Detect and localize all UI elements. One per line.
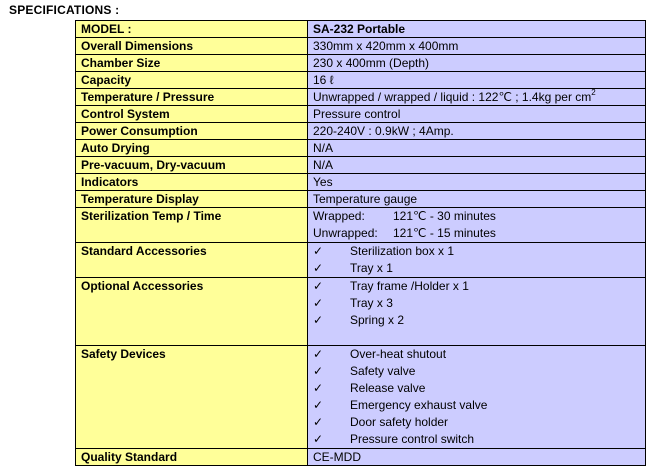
spec-value: Pressure control (308, 106, 646, 123)
spec-label: Indicators (76, 174, 308, 191)
spec-value: 16 ℓ (308, 72, 646, 89)
list-item (313, 295, 645, 312)
list-item-label: Tray frame /Holder x 1 (350, 279, 469, 293)
table-row (76, 21, 646, 38)
spec-value: Temperature gauge (308, 191, 646, 208)
list-item-label: Pressure control switch (350, 432, 475, 446)
table-row (76, 55, 646, 72)
list-item (313, 346, 645, 363)
check-icon: ✓ (313, 244, 324, 258)
check-icon: ✓ (313, 432, 324, 446)
list-item (313, 414, 645, 431)
spec-label: Temperature Display (76, 191, 308, 208)
spec-value: CE-MDD (308, 449, 646, 466)
list-item (313, 260, 645, 277)
check-icon: ✓ (313, 347, 324, 361)
check-icon: ✓ (313, 296, 324, 310)
sterilization-time: 121℃ - 15 minutes (393, 226, 496, 240)
table-row (76, 191, 646, 208)
sterilization-line (313, 208, 645, 225)
list-item (313, 312, 645, 329)
spec-label: Overall Dimensions (76, 38, 308, 55)
list-item-label: Door safety holder (350, 415, 449, 429)
list-item-label: Tray x 1 (350, 261, 393, 275)
sterilization-type: Wrapped: (313, 209, 365, 223)
spec-value: 230 x 400mm (Depth) (308, 55, 646, 72)
table-row (76, 140, 646, 157)
spec-value: 220-240V : 0.9kW ; 4Amp. (308, 123, 646, 140)
list-item-label: Spring x 2 (350, 313, 405, 327)
check-icon: ✓ (313, 398, 324, 412)
table-row (76, 89, 646, 106)
spec-value (308, 208, 646, 243)
spec-value: 330mm x 420mm x 400mm (308, 38, 646, 55)
list-item (313, 397, 645, 414)
model-value: SA-232 Portable (308, 21, 646, 38)
table-row (76, 72, 646, 89)
list-item (313, 380, 645, 397)
list-item-label: Over-heat shutout (350, 347, 447, 361)
list-item-label: Tray x 3 (350, 296, 393, 310)
spec-value: N/A (308, 157, 646, 174)
list-item (313, 431, 645, 448)
check-icon: ✓ (313, 364, 324, 378)
table-row (76, 449, 646, 466)
spec-label: Standard Accessories (76, 243, 308, 278)
spec-value (308, 243, 646, 278)
check-icon: ✓ (313, 381, 324, 395)
check-icon: ✓ (313, 279, 324, 293)
list-item-label: Sterilization box x 1 (350, 244, 455, 258)
table-row (76, 174, 646, 191)
spec-value (308, 346, 646, 449)
spec-label: Pre-vacuum, Dry-vacuum (76, 157, 308, 174)
table-row (76, 208, 646, 243)
spec-label: Auto Drying (76, 140, 308, 157)
model-label: MODEL : (76, 21, 308, 38)
sterilization-time: 121℃ - 30 minutes (393, 209, 496, 223)
spec-value (308, 278, 646, 346)
list-item (313, 278, 645, 295)
superscript: 2 (591, 88, 596, 97)
table-row (76, 38, 646, 55)
table-row (76, 278, 646, 346)
check-icon: ✓ (313, 261, 324, 275)
spec-label: Power Consumption (76, 123, 308, 140)
table-row (76, 106, 646, 123)
spec-label: Temperature / Pressure (76, 89, 308, 106)
spec-value: Yes (308, 174, 646, 191)
spec-label: Capacity (76, 72, 308, 89)
specifications-table (75, 20, 646, 466)
spec-value: N/A (308, 140, 646, 157)
check-icon: ✓ (313, 415, 324, 429)
temperature-pressure-text: Unwrapped / wrapped / liquid : 122℃ ; 1.4kg per cm (313, 90, 592, 104)
spec-value (308, 89, 646, 106)
table-row (76, 123, 646, 140)
spec-label: Safety Devices (76, 346, 308, 449)
spec-label: Control System (76, 106, 308, 123)
page-title: SPECIFICATIONS : (9, 3, 120, 17)
list-item-label: Release valve (350, 381, 426, 395)
table-row (76, 157, 646, 174)
list-item-label: Safety valve (350, 364, 416, 378)
sterilization-line (313, 225, 645, 242)
check-icon: ✓ (313, 313, 324, 327)
spec-label: Sterilization Temp / Time (76, 208, 308, 243)
spec-label: Chamber Size (76, 55, 308, 72)
table-row (76, 346, 646, 449)
sterilization-type: Unwrapped: (313, 226, 378, 240)
table-row (76, 243, 646, 278)
spec-label: Quality Standard (76, 449, 308, 466)
list-item (313, 363, 645, 380)
list-item (313, 243, 645, 260)
list-item-label: Emergency exhaust valve (350, 398, 488, 412)
spec-label: Optional Accessories (76, 278, 308, 346)
